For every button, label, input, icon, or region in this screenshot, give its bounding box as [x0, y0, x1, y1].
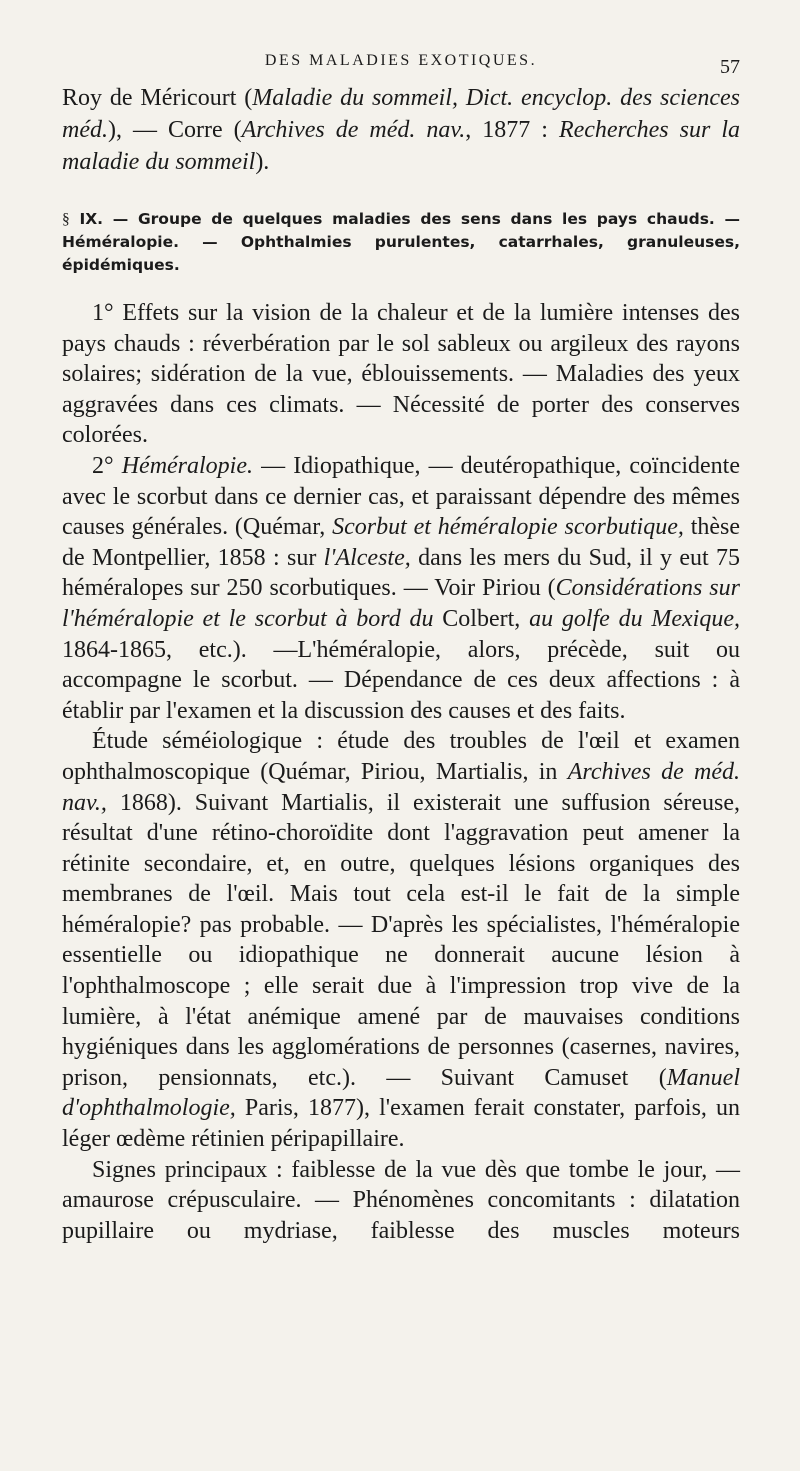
book-page — [62, 0, 740, 1471]
italic-run: Scorbut et héméralopie scorbutique, — [332, 514, 684, 541]
text-run: Paris, 1877), l'examen ferait constater, parfois, un léger œdème rétinien péripapillaire. — [62, 1095, 740, 1153]
paragraph-semeiology — [62, 726, 740, 1154]
italic-run: Manuel d'ophthalmologie, — [62, 1064, 740, 1122]
italic-run: Considérations sur l'héméralopie et le scorbut à bord du — [62, 575, 740, 632]
ref-title: Archives de méd. nav. — [241, 117, 466, 143]
italic-run: Archives de méd. nav., — [62, 758, 740, 816]
text-run: 1864-1865, etc.). —L'héméralopie, alors, précède, suit ou accompagne le scorbut. — Dépendance de ces deux affections : à établir par l'examen et la discussion des causes et des faits. — [62, 636, 740, 724]
paragraph-signs: Signes principaux : faiblesse de la vue dès que tombe le jour, — amaurose crépusculaire. — Phénomènes concomitants : dilatation pupillaire ou mydriase, faiblesse des muscles moteurs — [62, 1156, 740, 1244]
text-run: — Idiopathique, — deutéropathique, coïncidente avec le scorbut dans ce dernier cas, et paraissant dépendre des mêmes causes générales. (Quémar, — [62, 452, 740, 541]
ref-text: ), — Corre ( — [107, 117, 242, 143]
ref-title: Maladie du sommeil, Dict. encyclop. des sciences méd. — [62, 85, 740, 143]
text-run: thèse de Montpellier, 1858 : sur — [62, 514, 741, 571]
section-sign: § — [62, 211, 70, 228]
text-run: 1868). Suivant Martialis, il existerait une suffusion séreuse, résultat d'une rétino-choroïdite dont l'aggravation peut amener la rétinite secondaire, et, en outre, quelques lésions organiques des membranes de l'œil. Mais tout cela est-il le fait de la simple héméralopie? pas probable. — D'après les spécialistes, l'héméralopie essentielle ou idiopathique ne donnerait aucune lésion à l'ophthalmoscope ; elle serait due à l'impression trop vive de la lumière, à l'état anémique amené par de mauvaises conditions hygiéniques dans les agglomérations de personnes (casernes, navires, prison, pensionnats, etc.). — Suivant Camuset ( — [62, 789, 740, 1091]
section-heading — [62, 208, 740, 277]
paragraph-effects: 1° Effets sur la vision de la chaleur et de la lumière intenses des pays chauds : réverbération par le sol sableux ou argileux des rayons solaires; sidération de la vue, éblouissements. — Maladies des yeux aggravées dans ces climats. — Nécessité de porter des conserves colorées. — [62, 300, 740, 449]
ref-text: , 1877 : — [465, 117, 559, 143]
text-run: dans les mers du Sud, il y eut 75 héméralopes sur 250 scorbutiques. — Voir Piriou ( — [62, 544, 740, 602]
text-run: Colbert, — [433, 605, 530, 632]
page-number: 57 — [720, 56, 740, 78]
paragraph-hemeralopie — [62, 451, 740, 726]
ref-text: Roy de Méricourt ( — [62, 85, 253, 111]
ref-text: ). — [255, 149, 270, 175]
ref-title: Recherches sur la maladie du sommeil — [62, 117, 741, 175]
running-head — [62, 52, 740, 76]
main-text — [62, 298, 740, 1246]
italic-run: au golfe du Mexique, — [529, 605, 740, 632]
section-title: IX. — Groupe de quelques maladies des sens dans les pays chauds. — Héméralopie. — Ophthalmies purulentes, catarrhales, granuleuses, épidémiques. — [62, 210, 740, 274]
text-run: 2° — [92, 452, 122, 479]
references-paragraph — [62, 82, 740, 178]
italic-run: Héméralopie. — [121, 452, 253, 479]
italic-run: l'Alceste, — [323, 544, 411, 571]
running-title: DES MALADIES EXOTIQUES. — [264, 52, 538, 69]
text-run: Étude séméiologique : étude des troubles de l'œil et examen ophthalmoscopique (Quémar, Piriou, Martialis, in — [62, 728, 740, 785]
